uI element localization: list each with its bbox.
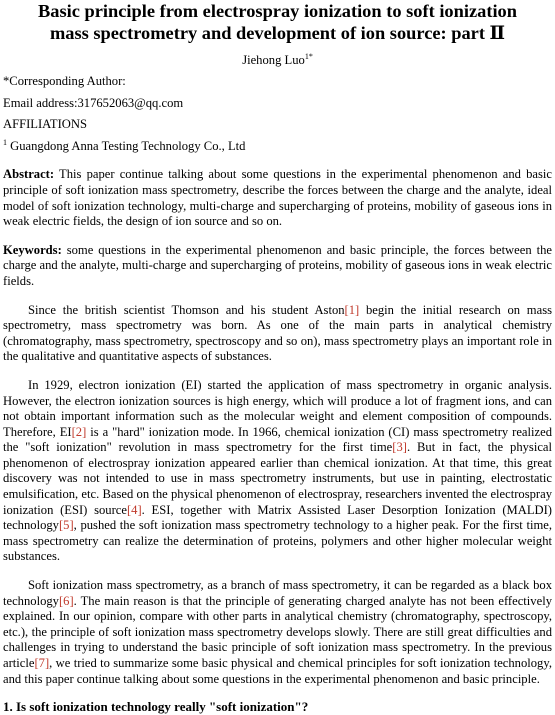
title-line-1: Basic principle from electrospray ionization to soft ionization	[38, 1, 517, 21]
paragraph-history	[3, 378, 552, 565]
paragraph-text: . ESI, together with Matrix Assisted Laser Desorption Ionization (MALDI) technology	[3, 502, 553, 533]
keywords	[3, 243, 552, 290]
author-line	[3, 52, 552, 68]
reference-link-7[interactable]: [7]	[34, 656, 50, 670]
paragraph-text: . But in fact, the physical phenomenon of electrospray ionization appeared earlier than chemical ionization. At that time, this great discovery was not intended to use in mass spectrometry instruments, but use in painting, electrostatic emulsification, etc. Based on the physical phenomenon of electrospray, researchers invented the electrospray ionization (ESI) source	[3, 440, 552, 517]
author-superscript: 1*	[304, 51, 313, 61]
affiliation-text: Guangdong Anna Testing Technology Co., Ltd	[7, 138, 246, 153]
keywords-label: Keywords:	[3, 242, 62, 257]
reference-link-5[interactable]: [5]	[58, 518, 74, 533]
paper-title	[3, 0, 552, 44]
paragraph-text: , pushed the soft ionization mass spectrometry technology to a higher peak. For the first time, mass spectrometry can realize the determination of proteins, polymers and other higher molecular weight substances.	[3, 518, 552, 564]
paragraph-text: In 1929, electron ionization (EI) started the application of mass spectrometry in organic analysis. However, the electron ionization sources is high energy, which will produce a lot of fragment ions, and can not obtain important information such as the molecular weight and element composition of compounds. Therefore, EI	[3, 377, 552, 439]
affiliations-label: AFFILIATIONS	[3, 117, 87, 132]
affiliation	[3, 139, 552, 155]
abstract-label: Abstract:	[3, 167, 55, 182]
section-heading: 1. Is soft ionization technology really "soft ionization"?	[3, 699, 309, 715]
paragraph-text: is a "hard" ionization mode. In 1966, chemical ionization (CI) mass spectrometry realized the "soft ionization" revolution in mass spectrometry for the first time	[3, 424, 552, 455]
paragraph-intro	[3, 303, 552, 365]
reference-link-2[interactable]: [2]	[71, 424, 87, 439]
paragraph-text: , we tried to summarize some basic physical and chemical principles for soft ionization technology, and this paper continue talking about some questions in the experimental phenomenon and basic principle.	[3, 656, 552, 686]
keywords-text: some questions in the experimental phenomenon and basic principle, the forces between the charge and the analyte, multi-charge and supercharging of proteins, mobility of gaseous ions in weak electric fields.	[3, 242, 552, 288]
corresponding-author: *Corresponding Author:	[3, 74, 126, 88]
reference-link-4[interactable]: [4]	[126, 502, 142, 517]
paragraph-text: Since the british scientist Thomson and his student Aston	[28, 302, 345, 317]
author-name: Jiehong Luo	[242, 53, 305, 67]
reference-link-6[interactable]: [6]	[58, 593, 74, 608]
affiliation-superscript: 1	[3, 137, 7, 147]
paragraph-text: begin the initial research on mass spectrometry, mass spectrometry was born. As one of the main parts in analytical chemistry (chromatography, mass spectrometry, spectroscopy and so on), mass spectrometry plays an important role in the qualitative and quantitative aspects of substances.	[3, 302, 552, 364]
abstract-text: This paper continue talking about some questions in the experimental phenomenon and basic principle of soft ionization mass spectrometry, describe the forces between the charge and the analyte, ideal model of soft ionization technology, multi-charge and supercharging of proteins, mobility of gaseous ions in weak electric fields, the design of ion source and so on.	[3, 167, 552, 229]
reference-link-3[interactable]: [3]	[392, 440, 407, 455]
abstract	[3, 167, 552, 229]
paragraph-text: Soft ionization mass spectrometry, as a branch of mass spectrometry, it can be regarded as a black box technology	[3, 578, 552, 608]
title-line-2: mass spectrometry and development of ion source: part Ⅱ	[49, 23, 506, 43]
paragraph-motivation	[3, 578, 552, 687]
paragraph-text: . The main reason is that the principle of generating charged analyte has not been effectively explained. In our opinion, compare with other parts in analytical chemistry (chromatography, spectroscopy, etc.), the principle of soft ionization mass spectrometry develops slowly. There are still great difficulties and challenges in trying to understand the basic principle of soft ionization mass spectrometry. In the previous article	[3, 593, 552, 670]
email-address: Email address:317652063@qq.com	[3, 95, 184, 110]
reference-link-1[interactable]: [1]	[344, 302, 360, 317]
